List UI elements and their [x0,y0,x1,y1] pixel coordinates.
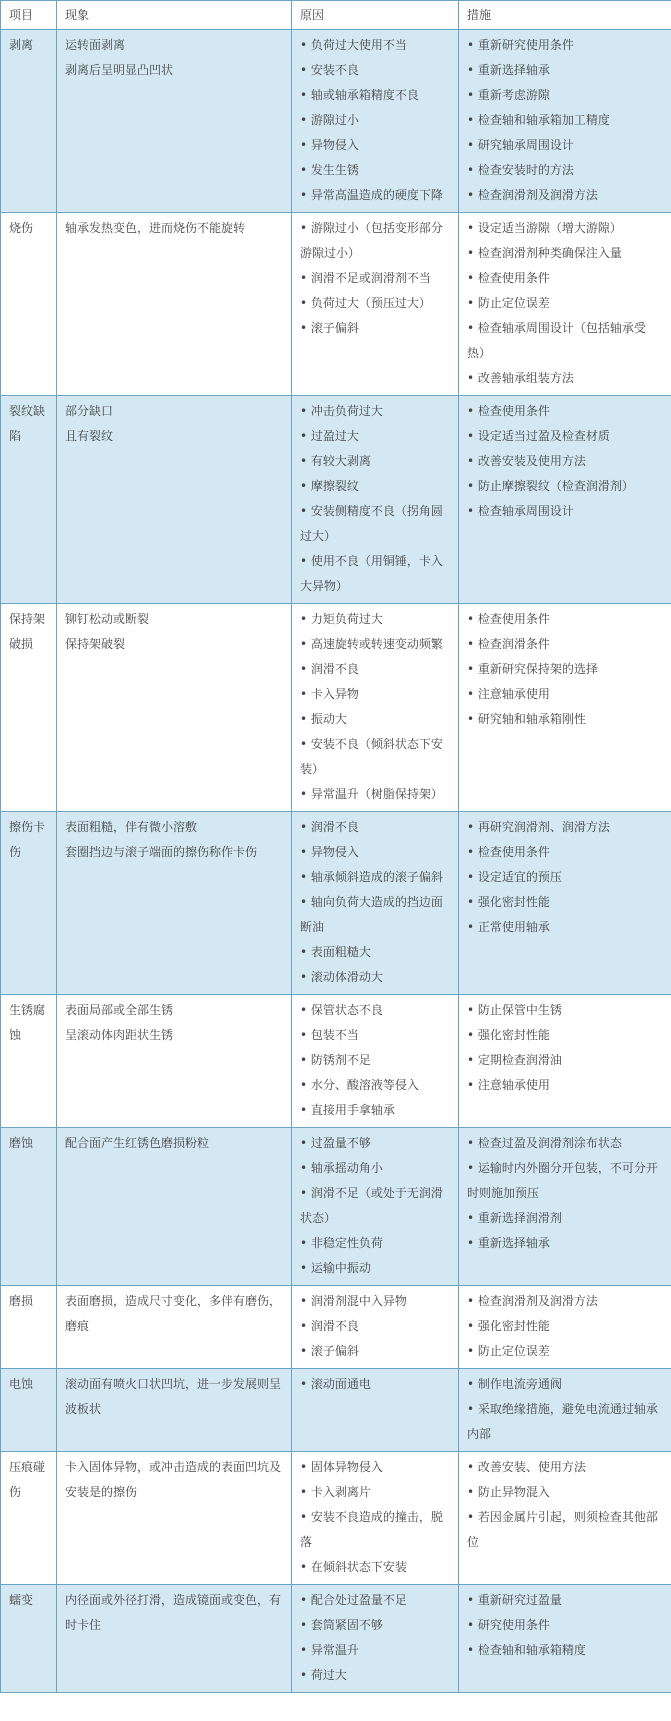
measure-item: • 采取绝缘措施，避免电流通过轴承内部 [467,1397,663,1447]
measure-item: • 制作电流旁通阀 [467,1372,663,1397]
measure-item: • 重新研究过盈量 [467,1588,663,1613]
measure-item: • 防止定位误差 [467,291,663,316]
header-cause: 原因 [292,1,459,30]
cause-item: • 负荷过大使用不当 [300,33,450,58]
measure-item: • 检查使用条件 [467,607,663,632]
measure-item: • 重新考虑游隙 [467,83,663,108]
cause-item: • 有较大剥离 [300,449,450,474]
cause-item: • 异常高温造成的硬度下降 [300,183,450,208]
cell-item: 蠕变 [1,1585,57,1693]
measure-item: • 防止保管中生锈 [467,998,663,1023]
cause-item: • 轴承摇动角小 [300,1156,450,1181]
measure-item: • 改善安装及使用方法 [467,449,663,474]
cause-item: • 直接用手拿轴承 [300,1098,450,1123]
cause-item: • 冲击负荷过大 [300,399,450,424]
measure-item: • 防止异物混入 [467,1480,663,1505]
cell-item: 擦伤卡伤 [1,812,57,995]
cell-measures [459,604,671,812]
cell-causes [292,604,459,812]
measure-item: • 检查轴和轴承箱加工精度 [467,108,663,133]
measure-item: • 设定适当游隙（增大游隙） [467,216,663,241]
phenomenon-line: 部分缺口 [65,404,114,418]
measure-item: • 运输时内外圈分开包装，不可分开时则施加预压 [467,1156,663,1206]
table-row [1,1128,671,1286]
cause-item: • 运输中振动 [300,1256,450,1281]
measure-item: • 研究使用条件 [467,1613,663,1638]
measure-item: • 注意轴承使用 [467,1073,663,1098]
cause-item: • 卡入异物 [300,682,450,707]
cell-measures [459,995,671,1128]
cause-item: • 润滑不良 [300,657,450,682]
table-row [1,604,671,812]
measure-item: • 防止摩擦裂纹（检查润滑剂） [467,474,663,499]
table-header [1,1,671,30]
cause-item: • 润滑不良 [300,1314,450,1339]
cause-item: • 振动大 [300,707,450,732]
measure-item: • 设定适当过盈及检查材质 [467,424,663,449]
cause-item: • 安装侧精度不良（拐角圆过大） [300,499,450,549]
cause-item: • 安装不良 [300,58,450,83]
measure-item: • 检查润滑剂种类确保注入量 [467,241,663,266]
cell-measures [459,812,671,995]
cell-causes [292,995,459,1128]
cell-item: 生锈腐蚀 [1,995,57,1128]
cause-item: • 润滑剂混中入异物 [300,1289,450,1314]
cell-phenomenon [57,1452,292,1585]
measure-item: • 定期检查润滑油 [467,1048,663,1073]
measure-item: • 检查过盈及润滑剂涂布状态 [467,1131,663,1156]
phenomenon-line: 表面粗糙，伴有微小溶敷 [65,820,198,834]
cause-item: • 力矩负荷过大 [300,607,450,632]
cause-item: • 摩擦裂纹 [300,474,450,499]
cause-item: • 在倾斜状态下安装 [300,1555,450,1580]
header-measure: 措施 [459,1,671,30]
cause-item: • 过盈量不够 [300,1131,450,1156]
cell-item: 裂纹缺陷 [1,396,57,604]
cell-causes [292,1369,459,1452]
cause-item: • 包装不当 [300,1023,450,1048]
measure-item: • 研究轴承周围设计 [467,133,663,158]
measure-item: • 重新研究使用条件 [467,33,663,58]
measure-item: • 强化密封性能 [467,1023,663,1048]
cause-item: • 游隙过小 [300,108,450,133]
phenomenon-line: 且有裂纹 [65,429,114,443]
cell-phenomenon [57,30,292,213]
measure-item: • 检查使用条件 [467,840,663,865]
header-item: 项目 [1,1,57,30]
table-body [1,30,671,1693]
cell-phenomenon [57,396,292,604]
measure-item: • 重新研究保持架的选择 [467,657,663,682]
cause-item: • 防锈剂不足 [300,1048,450,1073]
cause-item: • 轴承倾斜造成的滚子偏斜 [300,865,450,890]
cause-item: • 轴或轴承箱精度不良 [300,83,450,108]
cell-phenomenon [57,1369,292,1452]
cell-causes [292,1585,459,1693]
phenomenon-line: 表面局部或全部生锈 [65,1003,174,1017]
measure-item: • 检查轴承周围设计 [467,499,663,524]
cell-causes [292,396,459,604]
cell-causes [292,812,459,995]
cause-item: • 润滑不良 [300,815,450,840]
cell-item: 电蚀 [1,1369,57,1452]
table-row [1,213,671,396]
cause-item: • 安装不良（倾斜状态下安装） [300,732,450,782]
measure-item: • 设定适宜的预压 [467,865,663,890]
table-row [1,995,671,1128]
measure-item: • 改善轴承组装方法 [467,366,663,391]
cause-item: • 润滑不足（或处于无润滑状态） [300,1181,450,1231]
phenomenon-line: 内径面或外径打滑，造成镜面或变色，有时卡住 [65,1593,282,1632]
cause-item: • 滚动体滑动大 [300,965,450,990]
phenomenon-line: 铆钉松动或断裂 [65,612,150,626]
cell-item: 磨损 [1,1286,57,1369]
cause-item: • 轴向负荷大造成的挡边面断油 [300,890,450,940]
cell-causes [292,1452,459,1585]
cause-item: • 异物侵入 [300,840,450,865]
cause-item: • 异物侵入 [300,133,450,158]
measure-item: • 防止定位误差 [467,1339,663,1364]
phenomenon-line: 剥离后呈明显凸凹状 [65,63,174,77]
table-row [1,1585,671,1693]
phenomenon-line: 滚动面有喷火口状凹坑，进一步发展则呈波板状 [65,1377,282,1416]
cell-causes [292,1128,459,1286]
measure-item: • 再研究润滑剂、润滑方法 [467,815,663,840]
phenomenon-line: 保持架破裂 [65,637,126,651]
cell-measures [459,1286,671,1369]
measure-item: • 检查润滑剂及润滑方法 [467,1289,663,1314]
measure-item: • 检查轴和轴承箱精度 [467,1638,663,1663]
cause-item: • 保管状态不良 [300,998,450,1023]
measure-item: • 注意轴承使用 [467,682,663,707]
cause-item: • 异常温升（树脂保持架） [300,782,450,807]
table-row [1,396,671,604]
table-row [1,1452,671,1585]
cell-phenomenon [57,604,292,812]
measure-item: • 检查润滑剂及润滑方法 [467,183,663,208]
measure-item: • 改善安装、使用方法 [467,1455,663,1480]
cell-measures [459,30,671,213]
cell-item: 保持架破损 [1,604,57,812]
cell-phenomenon [57,1585,292,1693]
measure-item: • 若因金属片引起，则须检查其他部位 [467,1505,663,1555]
cell-item: 剥离 [1,30,57,213]
cause-item: • 水分、酸溶液等侵入 [300,1073,450,1098]
cell-measures [459,1585,671,1693]
measure-item: • 检查轴承周围设计（包括轴承受热） [467,316,663,366]
cell-causes [292,1286,459,1369]
table-row [1,30,671,213]
table-row [1,1286,671,1369]
cell-phenomenon [57,995,292,1128]
cell-item: 磨蚀 [1,1128,57,1286]
cause-item: • 荷过大 [300,1663,450,1688]
cell-item: 烧伤 [1,213,57,396]
phenomenon-line: 卡入固体异物，或冲击造成的表面凹坑及安装是的擦伤 [65,1460,282,1499]
cause-item: • 游隙过小（包括变形部分游隙过小） [300,216,450,266]
measure-item: • 检查润滑条件 [467,632,663,657]
cell-phenomenon [57,1128,292,1286]
cause-item: • 润滑不足或润滑剂不当 [300,266,450,291]
cell-phenomenon [57,812,292,995]
measure-item: • 强化密封性能 [467,890,663,915]
measure-item: • 重新选择润滑剂 [467,1206,663,1231]
phenomenon-line: 套圈挡边与滚子端面的擦伤称作卡伤 [65,845,258,859]
cell-causes [292,30,459,213]
cell-measures [459,1369,671,1452]
cause-item: • 固体异物侵入 [300,1455,450,1480]
measure-item: • 正常使用轴承 [467,915,663,940]
cell-measures [459,213,671,396]
table-row [1,1369,671,1452]
cause-item: • 配合处过盈量不足 [300,1588,450,1613]
measure-item: • 重新选择轴承 [467,1231,663,1256]
cause-item: • 表面粗糙大 [300,940,450,965]
cause-item: • 卡入剥离片 [300,1480,450,1505]
cause-item: • 安装不良造成的撞击，脱落 [300,1505,450,1555]
cell-phenomenon [57,213,292,396]
measure-item: • 检查使用条件 [467,266,663,291]
cell-causes [292,213,459,396]
measure-item: • 检查使用条件 [467,399,663,424]
cause-item: • 滚动面通电 [300,1372,450,1397]
cause-item: • 异常温升 [300,1638,450,1663]
measure-item: • 研究轴和轴承箱刚性 [467,707,663,732]
phenomenon-line: 配合面产生红锈色磨损粉粒 [65,1136,210,1150]
phenomenon-line: 轴承发热变色，进而烧伤不能旋转 [65,221,246,235]
phenomenon-line: 呈滚动体肉距状生锈 [65,1028,174,1042]
phenomenon-line: 表面磨损，造成尺寸变化，多伴有磨伤，磨痕 [65,1294,282,1333]
cell-phenomenon [57,1286,292,1369]
cell-measures [459,1128,671,1286]
cell-measures [459,396,671,604]
cell-measures [459,1452,671,1585]
cause-item: • 过盈过大 [300,424,450,449]
cause-item: • 滚子偏斜 [300,316,450,341]
cause-item: • 负荷过大（预压过大） [300,291,450,316]
cause-item: • 非稳定性负荷 [300,1231,450,1256]
cause-item: • 使用不良（用铜锤，卡入大异物） [300,549,450,599]
table-row [1,812,671,995]
measure-item: • 重新选择轴承 [467,58,663,83]
cause-item: • 高速旋转或转速变动频繁 [300,632,450,657]
header-phenomenon: 现象 [57,1,292,30]
measure-item: • 检查安装时的方法 [467,158,663,183]
measure-item: • 强化密封性能 [467,1314,663,1339]
cause-item: • 滚子偏斜 [300,1339,450,1364]
cause-item: • 套筒紧固不够 [300,1613,450,1638]
phenomenon-line: 运转面剥离 [65,38,126,52]
cell-item: 压痕碰伤 [1,1452,57,1585]
cause-item: • 发生生锈 [300,158,450,183]
